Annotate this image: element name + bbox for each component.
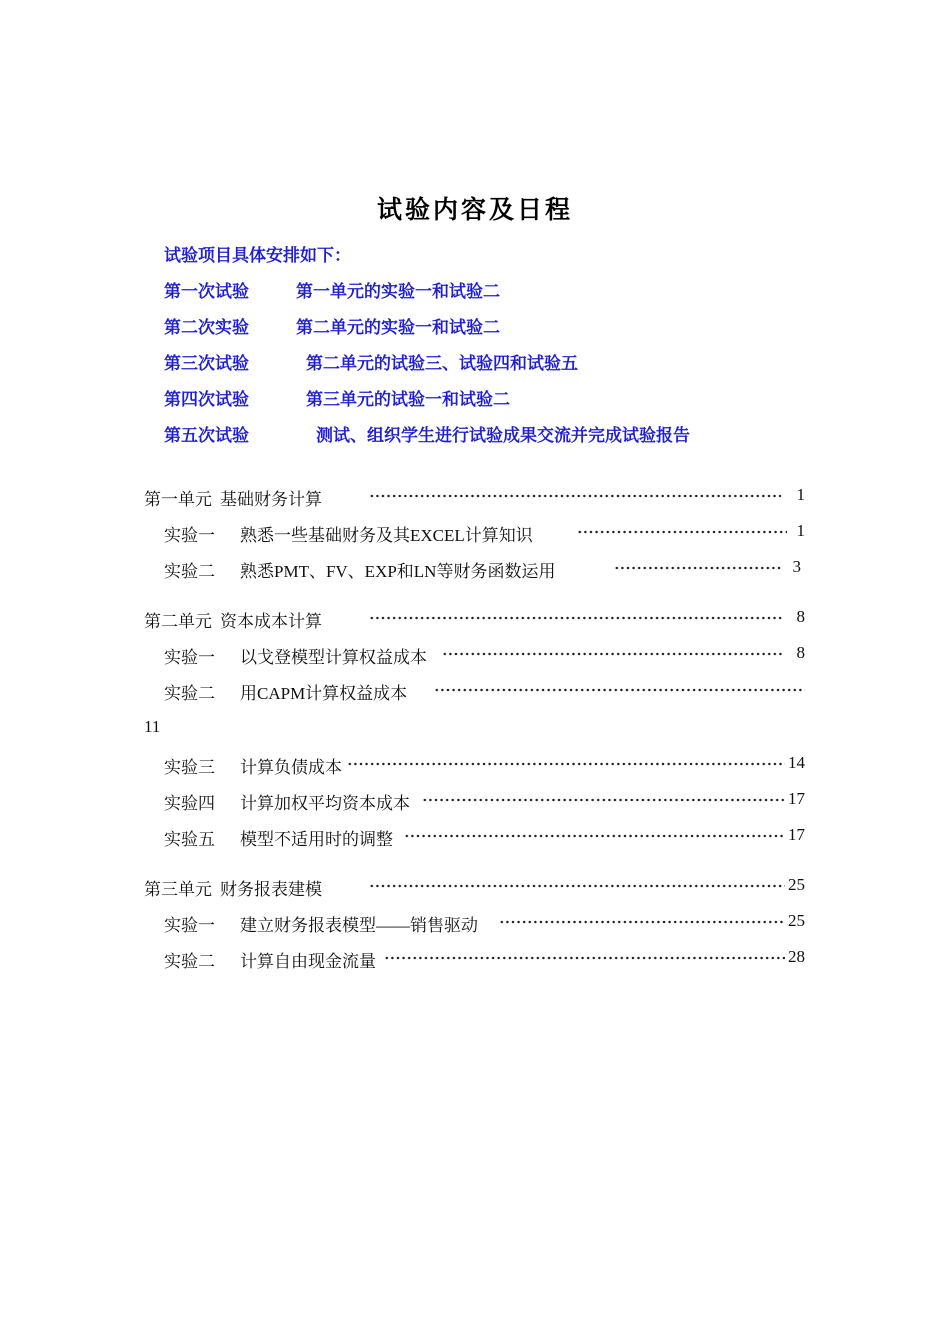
toc-leader-dots [369,616,783,620]
toc-experiment-entry[interactable] [144,789,805,813]
toc-number: 实验二 [164,684,215,703]
schedule-content: 第一单元的实验一和试验二 [296,282,500,302]
toc-number: 第三单元 [144,880,212,900]
toc-number: 实验二 [164,952,215,971]
toc-title: 建立财务报表模型——销售驱动 [240,916,478,935]
toc-number: 实验五 [164,830,215,849]
toc-experiment-entry[interactable] [144,643,805,667]
schedule-label: 第一次试验 [164,282,249,302]
schedule-content: 第二单元的实验一和试验二 [296,318,500,338]
toc-number: 第一单元 [144,490,212,510]
toc-page-number: 17 [788,789,805,808]
toc-number: 实验三 [164,758,215,777]
toc-number: 第二单元 [144,612,212,632]
toc-title: 以戈登模型计算权益成本 [240,648,427,667]
toc-leader-dots [442,652,783,656]
schedule-content: 第三单元的试验一和试验二 [306,390,510,410]
toc-number: 实验四 [164,794,215,813]
toc-number: 实验一 [164,916,215,935]
toc-unit-entry[interactable] [144,485,805,509]
toc-title: 财务报表建模 [220,880,322,900]
toc-experiment-entry[interactable] [144,947,805,971]
page-title: 试验内容及日程 [376,195,573,224]
toc-experiment-entry[interactable] [144,521,805,545]
toc-title: 熟悉PMT、FV、EXP和LN等财务函数运用 [240,562,556,581]
toc-unit-entry[interactable] [144,607,805,631]
toc-page-number: 25 [788,911,805,930]
toc-experiment-entry[interactable] [144,825,805,849]
toc-experiment-entry[interactable] [144,679,805,703]
toc-page-number: 11 [144,717,161,736]
schedule-label: 第二次实验 [164,318,249,338]
schedule-row [164,349,578,374]
toc-title: 计算自由现金流量 [240,952,376,971]
toc-number: 实验一 [164,526,215,545]
toc-page-number: 1 [796,521,805,540]
toc-number: 实验一 [164,648,215,667]
schedule-label: 第三次试验 [164,354,249,374]
toc-page-number: 14 [788,753,805,772]
toc-leader-dots [434,688,805,692]
schedule-row [164,277,500,302]
toc-page-number: 17 [788,825,805,844]
toc-title: 用CAPM计算权益成本 [240,684,408,703]
toc-leader-dots [404,834,785,838]
schedule-row [164,421,690,446]
toc-leader-dots [577,530,787,534]
toc-title: 模型不适用时的调整 [240,830,393,849]
toc-experiment-entry[interactable] [144,557,805,581]
toc-page-number: 8 [796,643,805,662]
toc-experiment-entry[interactable] [144,911,805,935]
toc-leader-dots [369,884,785,888]
toc-leader-dots [499,920,785,924]
toc-leader-dots [614,566,781,570]
toc-leader-dots [384,956,785,960]
schedule-label: 第四次试验 [164,390,249,410]
toc-title: 计算加权平均资本成本 [240,794,410,813]
toc-experiment-entry[interactable] [144,753,805,777]
toc-unit-entry[interactable] [144,875,805,899]
schedule-content: 测试、组织学生进行试验成果交流并完成试验报告 [316,426,690,446]
toc-number: 实验二 [164,562,215,581]
toc-leader-dots [422,798,785,802]
schedule-row [164,385,510,410]
toc-title: 基础财务计算 [220,490,322,510]
toc-leader-dots [347,762,785,766]
toc-title: 计算负债成本 [240,758,342,777]
toc-page-number: 28 [788,947,805,966]
schedule-content: 第二单元的试验三、试验四和试验五 [306,354,578,374]
toc-title: 熟悉一些基础财务及其EXCEL计算知识 [240,526,533,545]
toc-page-number: 25 [788,875,805,894]
schedule-label: 第五次试验 [164,426,249,446]
schedule-row [164,313,500,338]
schedule-intro: 试验项目具体安排如下： [164,246,351,266]
toc-page-number: 1 [796,485,805,504]
toc-page-number: 3 [792,557,801,576]
toc-title: 资本成本计算 [220,612,322,632]
toc-leader-dots [369,494,781,498]
toc-page-number: 8 [796,607,805,626]
